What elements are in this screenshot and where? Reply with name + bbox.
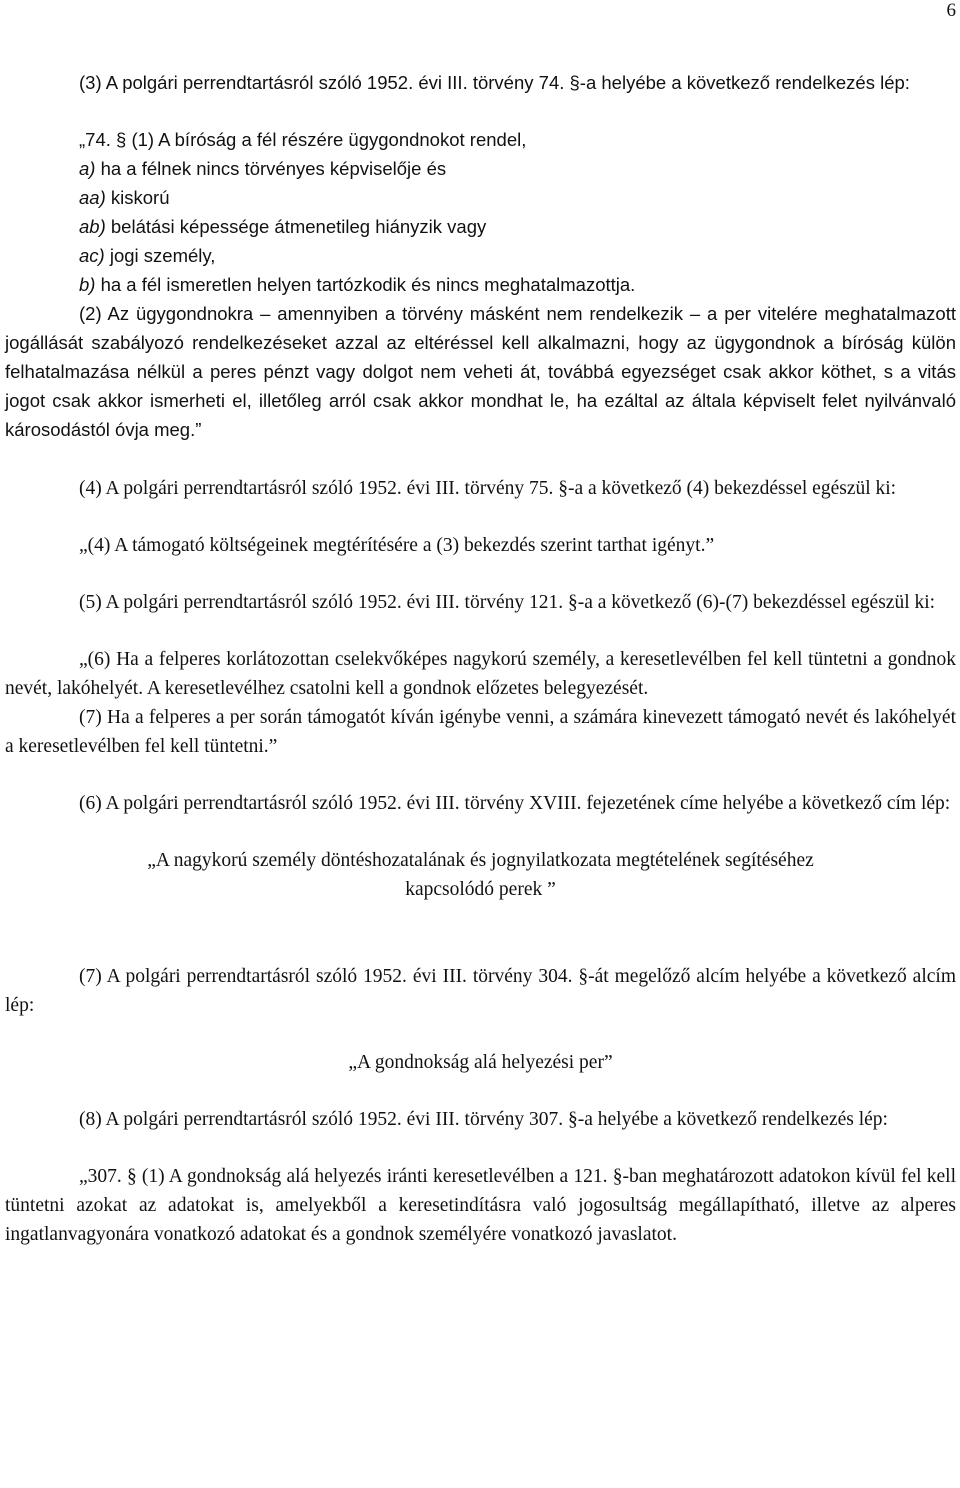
section-74-point-b bbox=[5, 270, 956, 299]
point-text: kiskorú bbox=[105, 187, 170, 208]
section-74-para-1: „74. § (1) A bíróság a fél részére ügygondnokot rendel, bbox=[79, 129, 527, 150]
section-74-block bbox=[5, 125, 956, 444]
subtitle-guardianship: „A gondnokság alá helyezési per” bbox=[348, 1052, 613, 1073]
point-label: a) bbox=[79, 158, 96, 179]
section-74-point-a bbox=[5, 154, 956, 183]
point-label: b) bbox=[79, 274, 96, 295]
point-text: jogi személy, bbox=[104, 245, 216, 266]
document-body bbox=[5, 68, 956, 1249]
section-74-para-2: (2) Az ügygondnokra – amennyiben a törvény másként nem rendelkezik – a per vitelére meghatalmazott jogállását szabályozó rendelkezéseket azzal az eltéréssel kell alkalmazni, hogy az ügygondnok a bíróság külön felhatalmazása nélkül a peres pénzt vagy dolgot nem veheti át, továbbá egyezséget csak akkor köthet, s a vitás jogot csak akkor ismerheti el, illetőleg arról csak akkor mondhat le, ha ezáltal az általa képviselt felet nyilvánvaló károsodástól óvja meg.” bbox=[5, 303, 956, 440]
point-text: belátási képessége átmenetileg hiányzik vagy bbox=[105, 216, 487, 237]
page-number: 6 bbox=[946, 0, 956, 21]
paragraph-7-intro: (7) A polgári perrendtartásról szóló 1952. évi III. törvény 304. §-át megelőző alcím helyébe a következő alcím lép: bbox=[5, 966, 956, 1016]
point-text: ha a félnek nincs törvényes képviselője és bbox=[95, 158, 447, 179]
point-label: ac) bbox=[79, 245, 105, 266]
paragraph-6-intro: (6) A polgári perrendtartásról szóló 1952. évi III. törvény XVIII. fejezetének címe helyébe a következő cím lép: bbox=[79, 793, 951, 814]
paragraph-5-quote-7: (7) Ha a felperes a per során támogatót kíván igénybe venni, a számára kinevezett támogató nevét és lakóhelyét a keresetlevélben fel kell tüntetni.” bbox=[5, 707, 956, 757]
point-text: ha a fél ismeretlen helyen tartózkodik és nincs meghatalmazottja. bbox=[95, 274, 636, 295]
paragraph-5-quote-6: „(6) Ha a felperes korlátozottan cselekvőképes nagykorú személy, a keresetlevélben fel kell tüntetni a gondnok nevét, lakóhelyét. A keresetlevélhez csatolni kell a gondnok előzetes belegyezését. bbox=[5, 649, 956, 699]
chapter-title-line-1: „A nagykorú személy döntéshozatalának és jognyilatkozata megtételének segítéséhez bbox=[147, 850, 814, 871]
paragraph-8-quote: „307. § (1) A gondnokság alá helyezés iránti keresetlevélben a 121. §-ban meghatározott adatokon kívül fel kell tüntetni azokat az adatokat is, amelyekből a keresetindításra való jogosultság megállapítható, illetve az alperes ingatlanvagyonára vonatkozó adatokat és a gondnok személyére vonatkozó javaslatot. bbox=[5, 1166, 956, 1245]
section-74-point-ab bbox=[5, 212, 956, 241]
paragraph-4-quote: „(4) A támogató költségeinek megtérítésére a (3) bekezdés szerint tarthat igényt.” bbox=[79, 535, 715, 556]
point-label: aa) bbox=[79, 187, 106, 208]
paragraph-5-intro: (5) A polgári perrendtartásról szóló 1952. évi III. törvény 121. §-a a következő (6)-(7) bekezdéssel egészül ki: bbox=[79, 592, 936, 613]
paragraph-4-intro: (4) A polgári perrendtartásról szóló 1952. évi III. törvény 75. §-a a következő (4) bekezdéssel egészül ki: bbox=[79, 478, 897, 499]
section-74-point-aa bbox=[5, 183, 956, 212]
chapter-title-line-2: kapcsolódó perek ” bbox=[405, 879, 556, 900]
paragraph-3-intro: (3) A polgári perrendtartásról szóló 1952. évi III. törvény 74. §-a helyébe a következő rendelkezés lép: bbox=[79, 72, 910, 93]
section-74-point-ac bbox=[5, 241, 956, 270]
point-label: ab) bbox=[79, 216, 106, 237]
paragraph-8-intro: (8) A polgári perrendtartásról szóló 1952. évi III. törvény 307. §-a helyébe a következő rendelkezés lép: bbox=[79, 1109, 888, 1130]
